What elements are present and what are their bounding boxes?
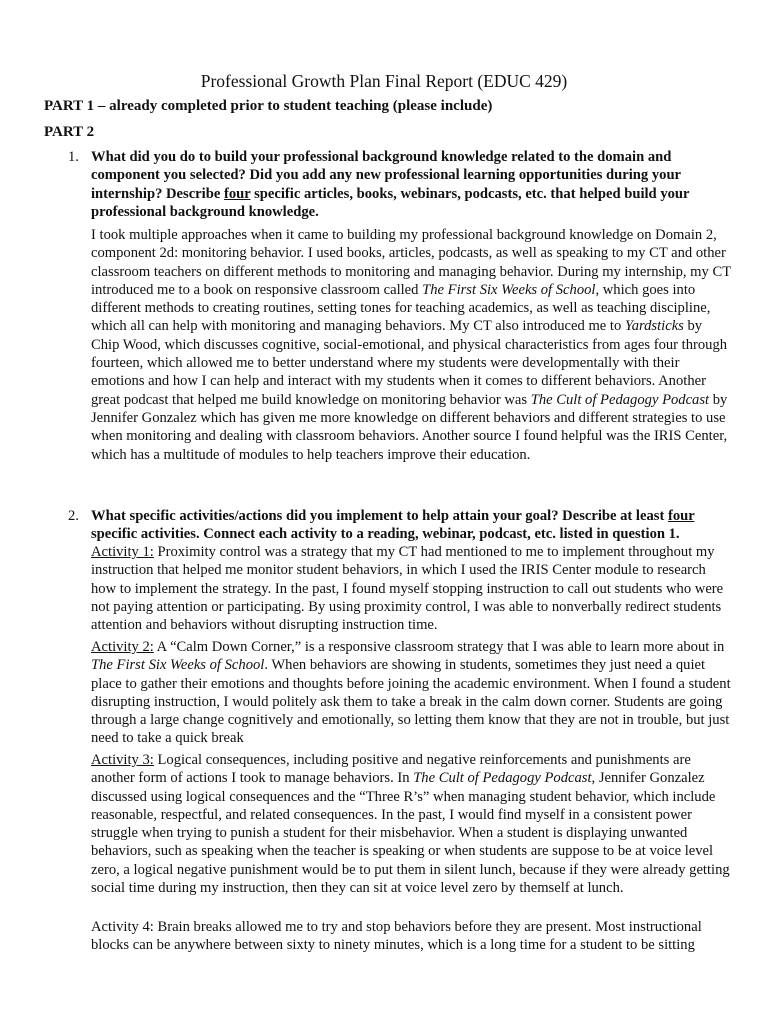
activity-2-label: Activity 2: <box>91 639 154 655</box>
emphasis-four: four <box>223 185 251 202</box>
activity-4-paragraph: Activity 4: Brain breaks allowed me to try and stop behaviors before they are present. Most instructional blocks can be anywhere between sixty to ninety minutes, which is a long time for a student to be sitting <box>91 919 702 954</box>
question-1-number: 1. <box>68 149 79 165</box>
activity-3-label: Activity 3: <box>91 752 154 768</box>
question-2-number: 2. <box>68 508 79 524</box>
question-2-text: What specific activities/actions did you implement to help attain your goal? Describe at least four specific activities. Connect each activity to a reading, webinar, podcast, etc. listed in question 1. <box>91 508 695 543</box>
part1-heading: PART 1 – already completed prior to student teaching (please include) <box>44 98 493 114</box>
book-title: The First Six Weeks of School <box>422 281 596 298</box>
emphasis-four: four <box>667 508 695 524</box>
book-title: The First Six Weeks of School <box>91 657 265 674</box>
answer-1-paragraph: I took multiple approaches when it came to building my professional background knowledge on Domain 2, component 2d: monitoring behavior. I used books, articles, podcasts, as well as speaking to my CT and other classroom teachers on different methods to monitoring and managing behavior. During my internship, my CT introduced me to a book on responsive classroom called The First Six Weeks of School, which goes into different methods to creating routines, setting tones for teaching academics, as well as teaching discipline, which all can help with monitoring and managing behaviors. My CT also introduced me to Yardsticks by Chip Wood, which discusses cognitive, social-emotional, and physical characteristics from ages four through fourteen, which allowed me to better understand where my students were developmentally with their emotions and how I can help and interact with my students when it comes to different behaviors. Another great podcast that helped me build knowledge on monitoring behavior was The Cult of Pedagogy Podcast by Jennifer Gonzalez which has given me more knowledge on different behaviors and different strategies to use when monitoring and dealing with classroom behaviors. Another source I found helpful was the IRIS Center, which has a multitude of modules to help teachers improve their education. <box>91 227 731 463</box>
question-1-text: What did you do to build your professional background knowledge related to the domain and component you selected? Did you add any new professional learning opportunities during your internship? Describe four specific articles, books, webinars, podcasts, etc. that helped build your professional background knowledge. <box>91 149 690 220</box>
part2-heading: PART 2 <box>44 124 95 140</box>
activity-2-paragraph: Activity 2: A “Calm Down Corner,” is a responsive classroom strategy that I was able to learn more about in The First Six Weeks of School. When behaviors are showing in students, sometimes they just need a quiet place to gather their emotions and thoughts before joining the academic environment. When I found a student disrupting instruction, I would politely ask them to take a break in the calm down corner. Students are going through a large change cognitively and emotionally, so letting them know that they are not in trouble, but just need to take a quick break <box>91 639 731 747</box>
podcast-title: The Cult of Pedagogy Podcast <box>530 391 710 408</box>
activity-1-paragraph: Activity 1: Proximity control was a strategy that my CT had mentioned to me to implement throughout my instruction that helped me monitor student behaviors, in which I used the IRIS Center module to research how to implement the strategy. In the past, I found myself stopping instruction to call out students who were not paying attention or participating. By using proximity control, I was able to nonverbally redirect students attention and behaviors without disrupting instruction time. <box>91 544 724 634</box>
podcast-title: The Cult of Pedagogy Podcast <box>413 770 592 787</box>
book-title: Yardsticks <box>624 318 684 335</box>
page-title: Professional Growth Plan Final Report (EDUC 429) <box>200 71 568 91</box>
activity-3-paragraph: Activity 3: Logical consequences, including positive and negative reinforcements and punishments are another form of actions I took to manage behaviors. In The Cult of Pedagogy Podcast, Jennifer Gonzalez discussed using logical consequences and the “Three R’s” when managing student behavior, which include reasonable, respectful, and related consequences. In the past, I would find myself in a consistent power struggle when trying to punish a student for their misbehavior. When a student is displaying unwanted behaviors, such as speaking when the teacher is speaking or when students are suppose to be at voice level zero, a logical negative punishment would be to put them in silent lunch, because if they were already getting social time during my instruction, then they can sit at voice level zero by themself at lunch. <box>91 752 730 897</box>
activity-1-label: Activity 1: <box>91 544 154 560</box>
